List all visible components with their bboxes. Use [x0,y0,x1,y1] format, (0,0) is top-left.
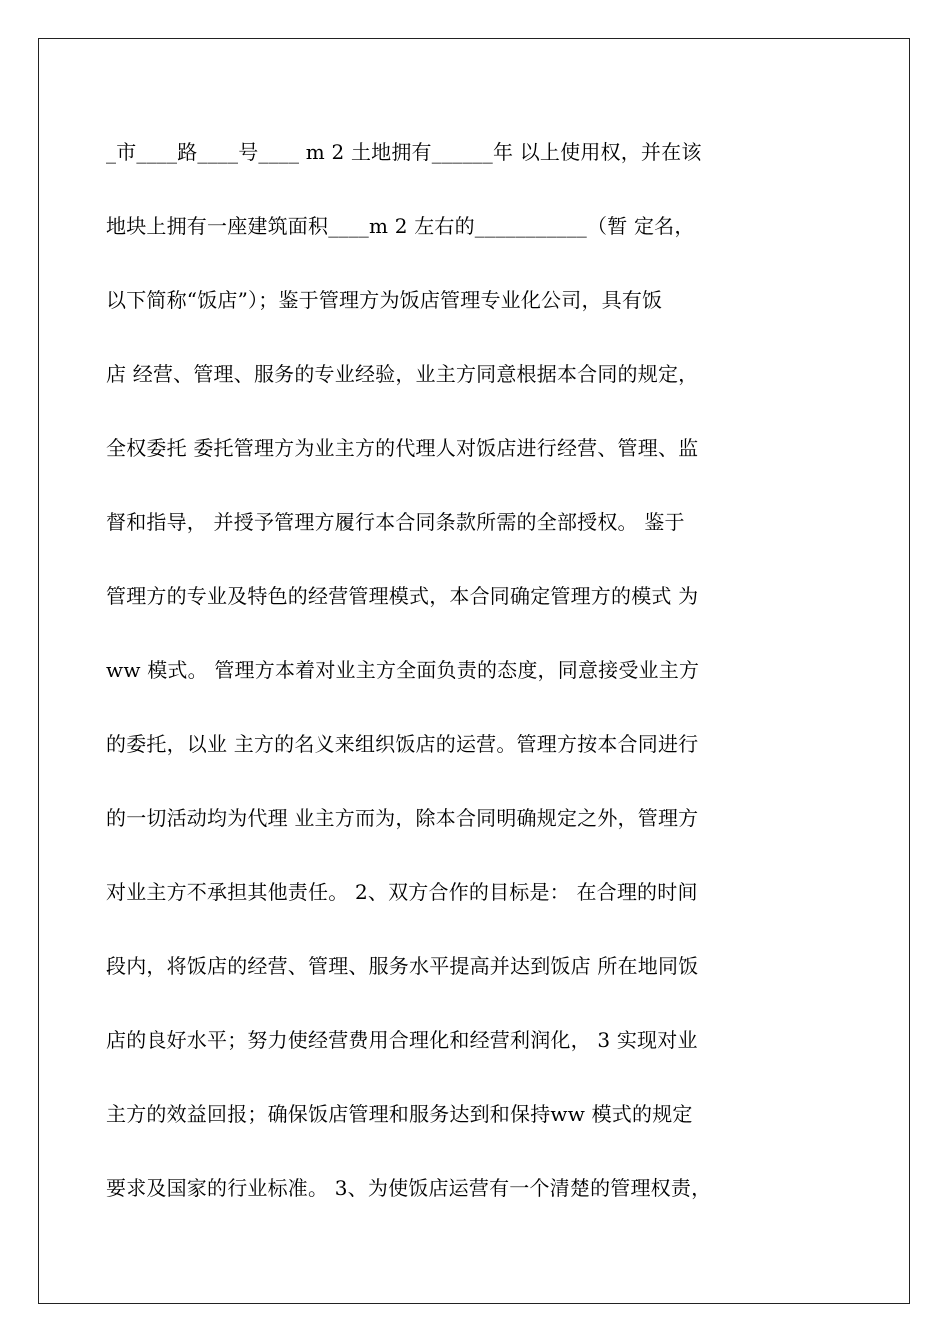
text-line: ww 模式。 管理方本着对业主方全面负责的态度，同意接受业主方 [106,658,700,682]
text-line: 地块上拥有一座建筑面积____m 2 左右的___________（暂 定名， [106,214,695,238]
text-line: 督和指导， 并授予管理方履行本合同条款所需的全部授权。 鉴于 [106,510,685,534]
text-line: 的一切活动均为代理 业主方而为，除本合同明确规定之外，管理方 [106,806,699,830]
text-line: 对业主方不承担其他责任。 2、双方合作的目标是： 在合理的时间 [106,880,698,904]
text-line: 店 经营、管理、服务的专业经验，业主方同意根据本合同的规定， [106,362,699,386]
document-body [106,130,806,1240]
text-line: 主方的效益回报；确保饭店管理和服务达到和保持ww 模式的规定 [106,1102,693,1126]
text-line: 段内，将饭店的经营、管理、服务水平提高并达到饭店 所在地同饭 [106,954,699,978]
text-line: _市____路____号____ m 2 土地拥有______年 以上使用权，并在该 [106,140,702,164]
text-line: 店的良好水平；努力使经营费用合理化和经营利润化， 3 实现对业 [106,1028,698,1052]
text-line: 以下简称“饭店”）；鉴于管理方为饭店管理专业化公司，具有饭 [106,288,663,312]
text-line: 的委托，以业 主方的名义来组织饭店的运营。管理方按本合同进行 [106,732,699,756]
text-line: 要求及国家的行业标准。 3、为使饭店运营有一个清楚的管理权责， [106,1176,712,1200]
text-line: 管理方的专业及特色的经营管理模式，本合同确定管理方的模式 为 [106,584,699,608]
text-line: 全权委托 委托管理方为业主方的代理人对饭店进行经营、管理、监 [106,436,699,460]
